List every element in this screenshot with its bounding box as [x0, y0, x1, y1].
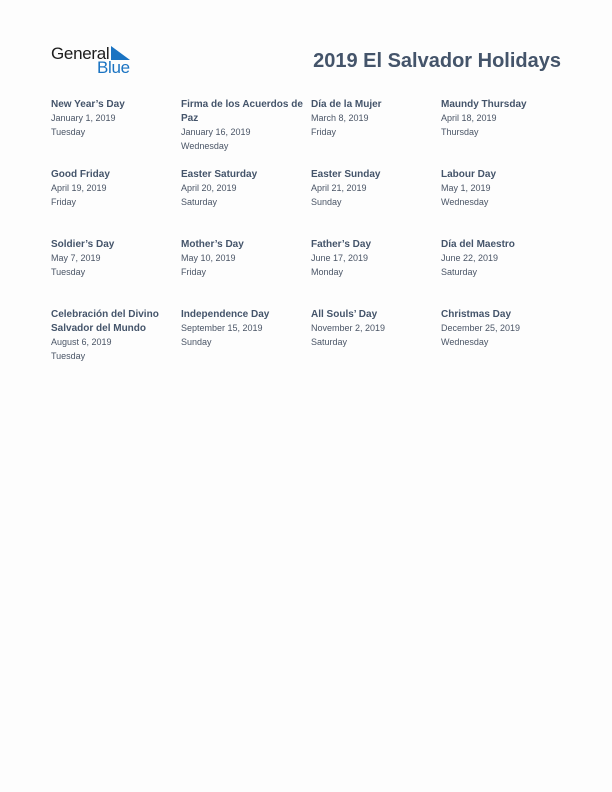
- holiday-date: September 15, 2019: [181, 323, 263, 333]
- holiday-date: December 25, 2019: [441, 323, 521, 333]
- holiday-weekday: Tuesday: [51, 350, 86, 361]
- holiday-weekday: Tuesday: [51, 126, 86, 137]
- holiday-name: Easter Sunday: [311, 169, 381, 180]
- holiday-weekday: Wednesday: [441, 196, 489, 207]
- generalblue-logo: [51, 44, 141, 78]
- holiday-name: All Souls’ Day: [311, 309, 378, 320]
- holiday-entry: [311, 308, 441, 378]
- holiday-entry: [311, 238, 441, 308]
- holiday-name: Labour Day: [441, 169, 497, 180]
- holiday-weekday: Wednesday: [441, 336, 489, 347]
- holiday-name: Easter Saturday: [181, 169, 258, 180]
- holiday-date: June 17, 2019: [311, 253, 369, 263]
- holiday-name: Día del Maestro: [441, 239, 515, 250]
- holiday-name: Good Friday: [51, 169, 110, 180]
- holiday-name: Christmas Day: [441, 309, 512, 320]
- holiday-date: January 1, 2019: [51, 113, 116, 123]
- holiday-weekday: Monday: [311, 266, 344, 277]
- holiday-name: Maundy Thursday: [441, 99, 527, 110]
- holiday-name: Soldier’s Day: [51, 239, 115, 250]
- holiday-entry: [51, 168, 181, 238]
- holiday-date: May 10, 2019: [181, 253, 236, 263]
- holiday-entry: [181, 238, 311, 308]
- holiday-name: New Year’s Day: [51, 99, 125, 110]
- holiday-entry: [51, 98, 181, 168]
- holiday-name: Celebración del Divino Salvador del Mundo: [51, 309, 159, 334]
- holiday-entry: [51, 308, 181, 378]
- holiday-entry: [181, 168, 311, 238]
- holiday-name: Father’s Day: [311, 239, 372, 250]
- page-title: 2019 El Salvador Holidays: [313, 50, 561, 72]
- holiday-weekday: Sunday: [311, 196, 342, 207]
- holiday-date: May 1, 2019: [441, 183, 491, 193]
- holiday-weekday: Friday: [311, 126, 337, 137]
- logo-text-blue: Blue: [97, 58, 130, 77]
- holiday-name: Día de la Mujer: [311, 99, 382, 110]
- holiday-weekday: Friday: [51, 196, 77, 207]
- holiday-name: Firma de los Acuerdos de Paz: [181, 99, 303, 124]
- holiday-weekday: Saturday: [181, 196, 218, 207]
- holiday-weekday: Saturday: [311, 336, 348, 347]
- logo-text-general: General: [51, 44, 110, 63]
- holiday-date: June 22, 2019: [441, 253, 499, 263]
- holiday-weekday: Saturday: [441, 266, 478, 277]
- holiday-entry: [441, 308, 571, 378]
- holiday-entry: [311, 98, 441, 168]
- holiday-entry: [51, 238, 181, 308]
- holiday-entry: [311, 168, 441, 238]
- holiday-grid: [51, 98, 571, 378]
- holiday-date: January 16, 2019: [181, 127, 251, 137]
- holiday-weekday: Sunday: [181, 336, 212, 347]
- holiday-entry: [181, 308, 311, 378]
- holiday-date: April 18, 2019: [441, 113, 497, 123]
- holiday-name: Independence Day: [181, 309, 270, 320]
- holiday-date: March 8, 2019: [311, 113, 369, 123]
- holiday-date: April 20, 2019: [181, 183, 237, 193]
- holiday-entry: [441, 98, 571, 168]
- holiday-weekday: Tuesday: [51, 266, 86, 277]
- holiday-entry: [441, 168, 571, 238]
- holiday-weekday: Wednesday: [181, 140, 229, 151]
- holiday-weekday: Thursday: [441, 126, 479, 137]
- holiday-date: April 21, 2019: [311, 183, 367, 193]
- holiday-name: Mother’s Day: [181, 239, 244, 250]
- holiday-date: August 6, 2019: [51, 337, 112, 347]
- holiday-date: May 7, 2019: [51, 253, 101, 263]
- holiday-date: November 2, 2019: [311, 323, 386, 333]
- holiday-weekday: Friday: [181, 266, 207, 277]
- holiday-entry: [441, 238, 571, 308]
- holiday-date: April 19, 2019: [51, 183, 107, 193]
- holiday-entry: [181, 98, 311, 168]
